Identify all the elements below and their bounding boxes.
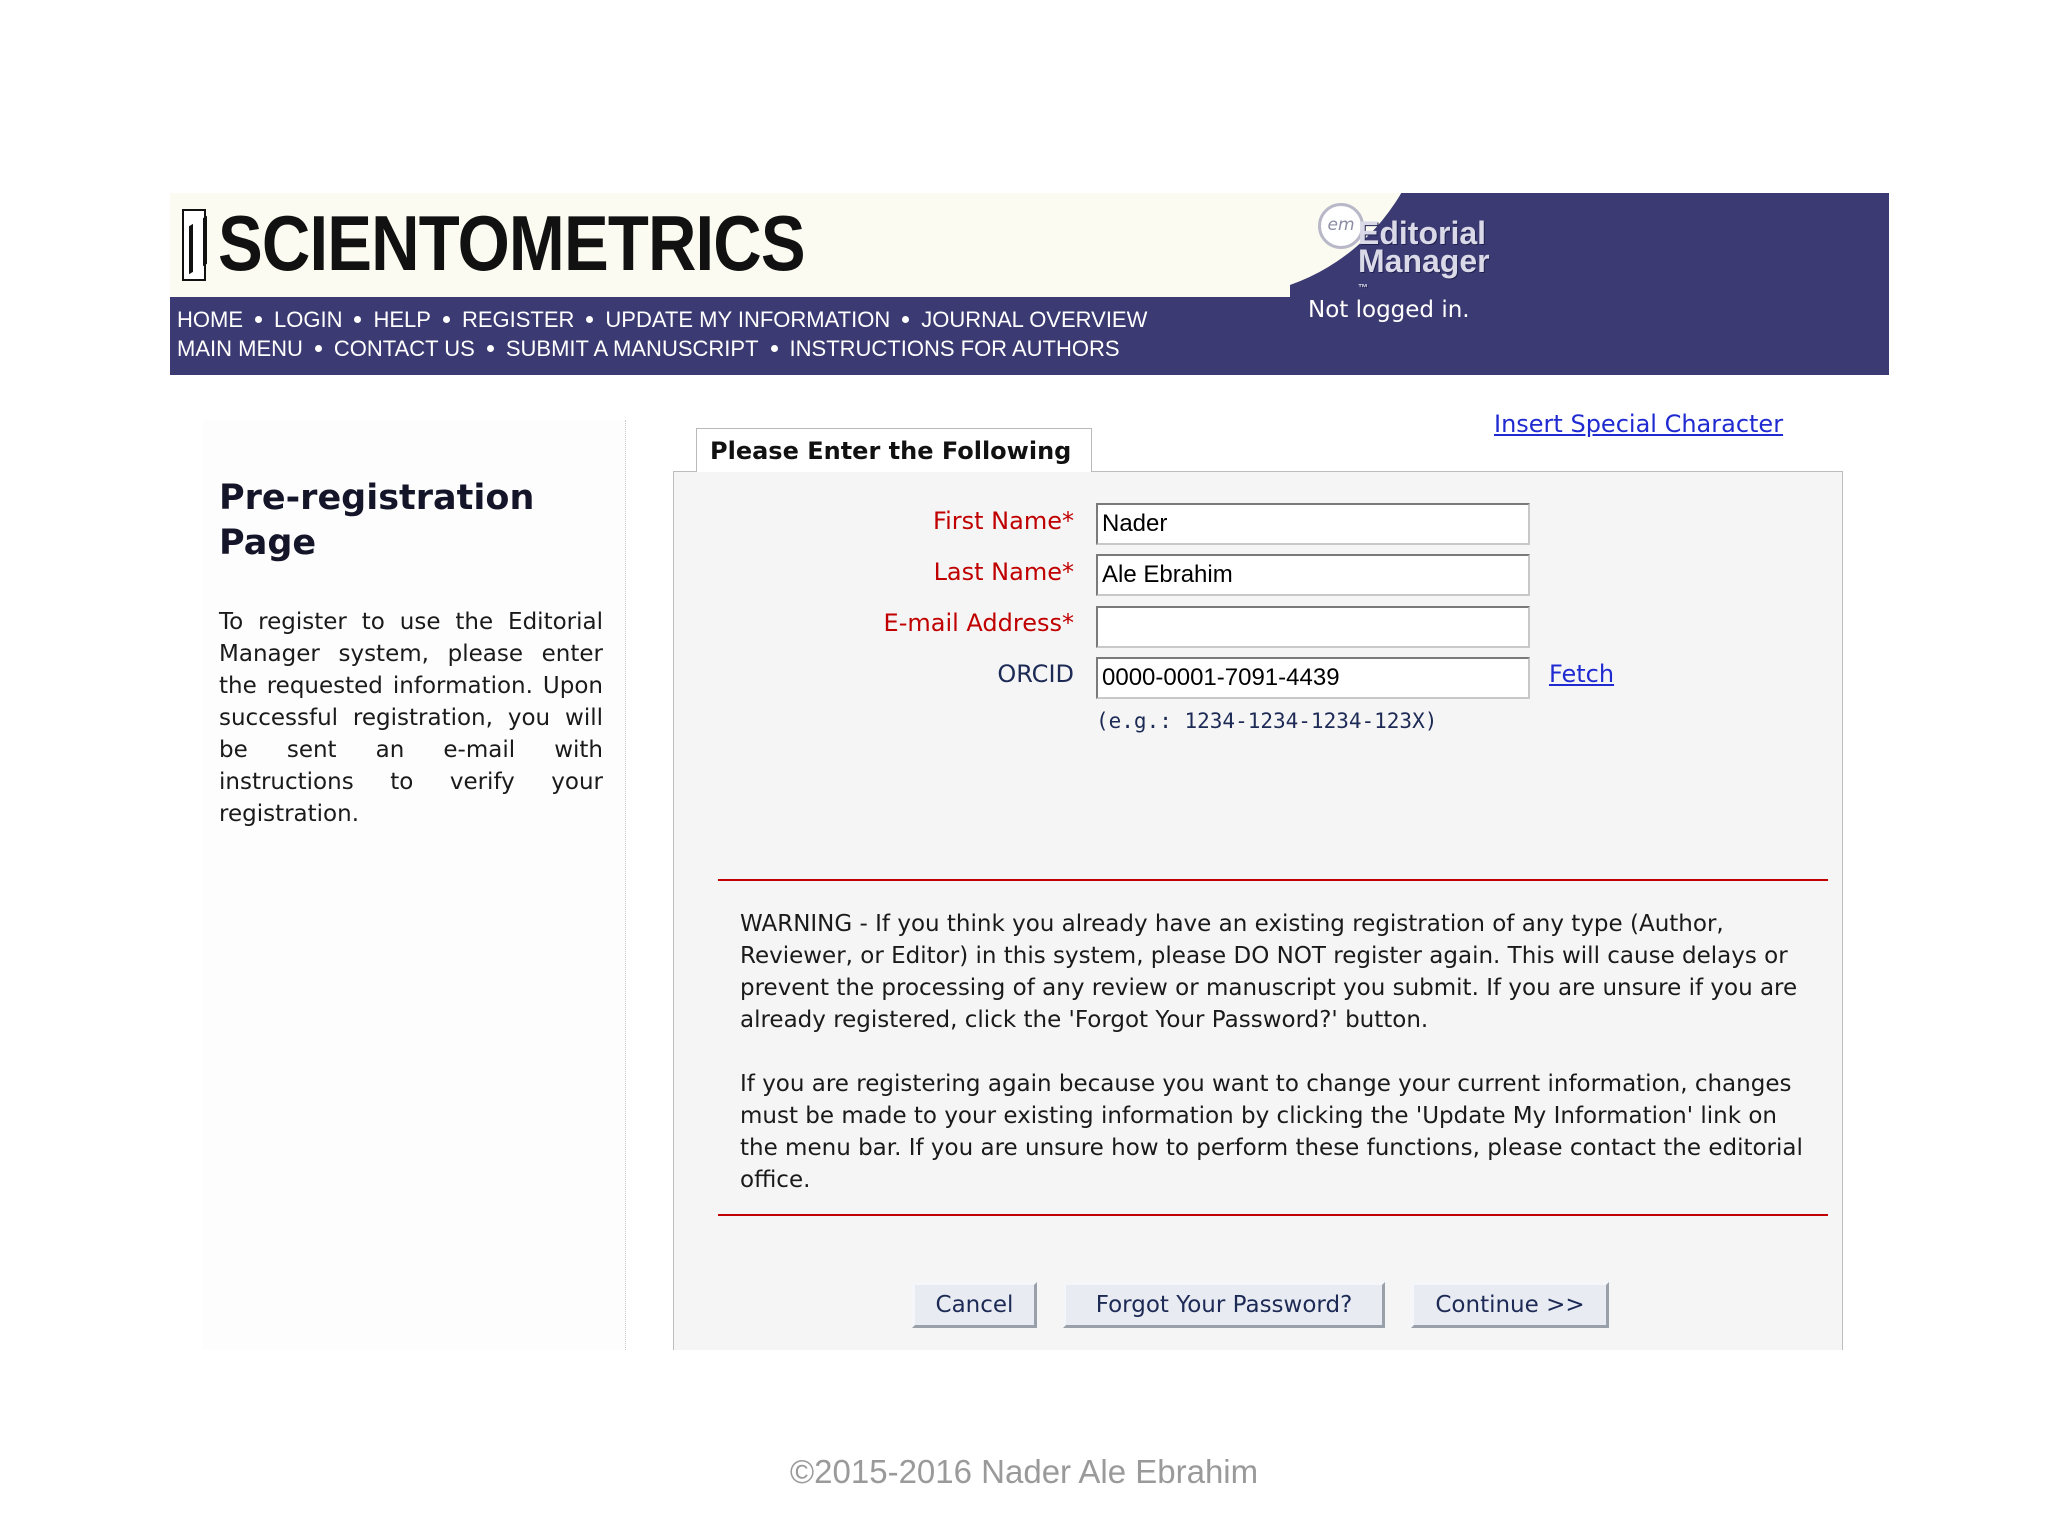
em-logo-mark: em [1318, 203, 1364, 249]
first-name-label: First Name* [933, 507, 1074, 535]
page-intro-text: To register to use the Editorial Manager system, please enter the requested information. Upon successful registration, you will be sent an e-mail with instructions to verify your registration. [219, 609, 603, 827]
last-name-label: Last Name* [933, 558, 1074, 586]
em-logo-line-1: Editorial [1358, 215, 1487, 251]
journal-title: SCIENTOMETRICS [218, 199, 805, 287]
warning-bottom-divider [718, 1214, 1828, 1216]
bullet-icon [771, 345, 778, 352]
em-logo-line-2 [1358, 243, 1490, 303]
warning-paragraph-1: WARNING - If you think you already have an existing registration of any type (Author, Reviewer, or Editor) in this system, please DO NOT register again. This will cause delays or prevent the processing of any review or manuscript you submit. If you are unsure if you are already registered, click the 'Forgot Your Password?' button. [740, 911, 1798, 1033]
email-address-label: E-mail Address* [883, 609, 1074, 637]
left-panel [203, 420, 626, 1350]
trademark-mark: ™ [1358, 283, 1368, 294]
orcid-label: ORCID [997, 660, 1074, 688]
nav-main-menu[interactable]: MAIN MENU [177, 336, 303, 361]
first-name-input[interactable] [1096, 503, 1530, 545]
em-logo-text [1358, 215, 1490, 303]
warning-top-divider [718, 879, 1828, 881]
bullet-icon [354, 316, 361, 323]
em-logo-line-2-text: Manager [1358, 243, 1490, 279]
springer-horse-icon [182, 209, 206, 281]
page-title: Pre-registration Page [219, 478, 535, 563]
nav-instructions-for-authors[interactable]: INSTRUCTIONS FOR AUTHORS [789, 336, 1120, 361]
orcid-input[interactable] [1096, 657, 1530, 699]
nav-contact-us[interactable]: CONTACT US [333, 336, 475, 361]
bullet-icon [586, 316, 593, 323]
form-tab-title: Please Enter the Following [696, 428, 1092, 472]
insert-special-character-link[interactable]: Insert Special Character [1494, 410, 1784, 438]
nav-submit-a-manuscript[interactable]: SUBMIT A MANUSCRIPT [505, 336, 759, 361]
nav-home[interactable]: HOME [177, 307, 243, 332]
header-banner [170, 193, 1889, 375]
bullet-icon [902, 316, 909, 323]
nav-register[interactable]: REGISTER [461, 307, 575, 332]
continue-button[interactable]: Continue >> [1411, 1282, 1609, 1328]
warning-paragraph-2: If you are registering again because you want to change your current information, changes must be made to your existing information by clicking the 'Update My Information' link on the menu bar. If you are unsure how to perform these functions, please contact the editorial office. [740, 1071, 1803, 1193]
nav-journal-overview[interactable]: JOURNAL OVERVIEW [921, 307, 1148, 332]
nav-login[interactable]: LOGIN [274, 307, 343, 332]
duplicate-registration-warning [740, 908, 1820, 1228]
bullet-icon [487, 345, 494, 352]
nav-row-1 [177, 305, 1147, 334]
last-name-input[interactable] [1096, 554, 1530, 596]
nav-help[interactable]: HELP [373, 307, 431, 332]
copyright-footer: ©2015-2016 Nader Ale Ebrahim [789, 1453, 1259, 1490]
email-address-input[interactable] [1096, 606, 1530, 648]
bullet-icon [315, 345, 322, 352]
bullet-icon [255, 316, 262, 323]
editorial-manager-logo [1318, 199, 1518, 294]
registration-form [673, 471, 1843, 1350]
main-navigation [177, 305, 1147, 363]
login-status: Not logged in. [1308, 297, 1470, 323]
nav-row-2 [177, 334, 1147, 363]
cancel-button[interactable]: Cancel [912, 1282, 1037, 1328]
orcid-format-hint: (e.g.: 1234-1234-1234-123X) [1096, 709, 1438, 733]
fetch-orcid-link[interactable]: Fetch [1549, 660, 1615, 688]
forgot-password-button[interactable]: Forgot Your Password? [1063, 1282, 1385, 1328]
bullet-icon [443, 316, 450, 323]
nav-update-my-information[interactable]: UPDATE MY INFORMATION [605, 307, 891, 332]
